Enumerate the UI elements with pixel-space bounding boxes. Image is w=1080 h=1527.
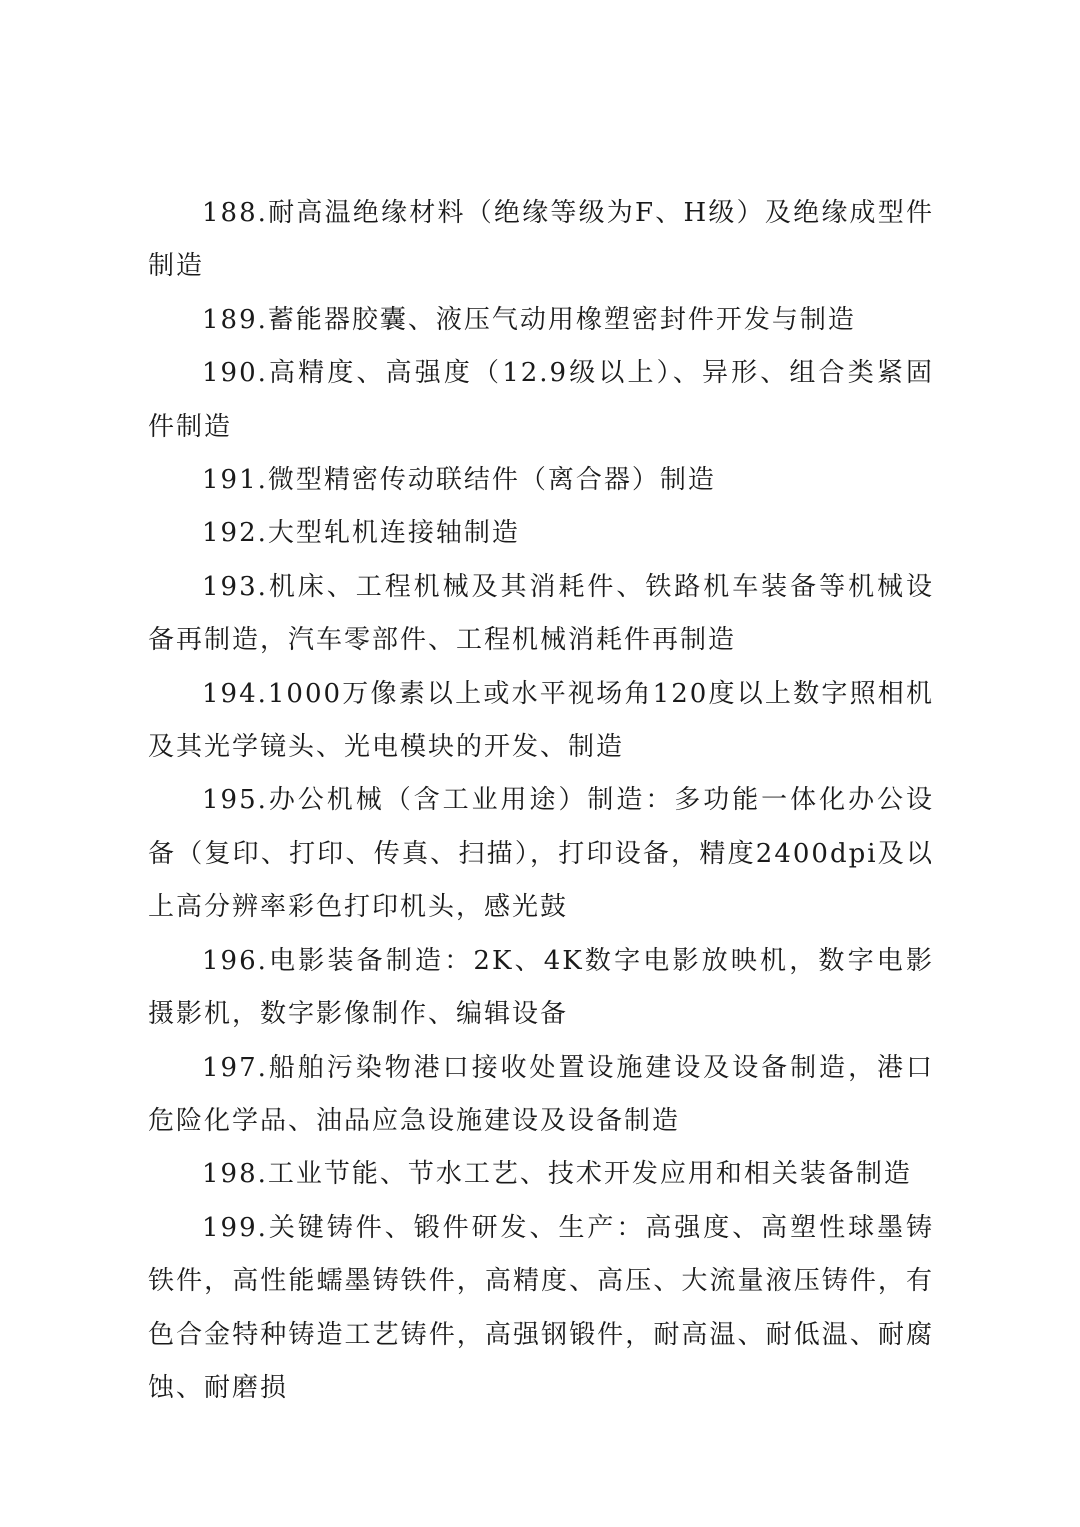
list-item-189: 189.蓄能器胶囊、液压气动用橡塑密封件开发与制造 bbox=[202, 304, 856, 335]
list-item-190: 190.高精度、高强度（12.9级以上）、异形、组合类紧固件制造 bbox=[148, 358, 934, 442]
list-item-199: 199.关键铸件、锻件研发、生产：高强度、高塑性球墨铸铁件，高性能蠕墨铸铁件，高精度、高压、大流量液压铸件，有色合金特种铸造工艺铸件，高强钢锻件，耐高温、耐低温、耐腐蚀、耐磨损 bbox=[148, 1212, 934, 1403]
list-item-192: 192.大型轧机连接轴制造 bbox=[202, 518, 520, 549]
list-item-188: 188.耐高温绝缘材料（绝缘等级为F、H级）及绝缘成型件制造 bbox=[148, 198, 934, 282]
list-item-198: 198.工业节能、节水工艺、技术开发应用和相关装备制造 bbox=[202, 1159, 912, 1190]
list-item-194: 194.1000万像素以上或水平视场角120度以上数字照相机及其光学镜头、光电模块的开发、制造 bbox=[148, 678, 934, 763]
list-item-193: 193.机床、工程机械及其消耗件、铁路机车装备等机械设备再制造，汽车零部件、工程机械消耗件再制造 bbox=[148, 571, 934, 656]
list-item-197: 197.船舶污染物港口接收处置设施建设及设备制造，港口危险化学品、油品应急设施建设及设备制造 bbox=[148, 1052, 934, 1136]
list-item-195: 195.办公机械（含工业用途）制造：多功能一体化办公设备（复印、打印、传真、扫描），打印设备，精度2400dpi及以上高分辨率彩色打印机头，感光鼓 bbox=[148, 785, 934, 923]
document-body bbox=[148, 187, 934, 1415]
list-item-191: 191.微型精密传动联结件（离合器）制造 bbox=[202, 465, 716, 496]
list-item-196: 196.电影装备制造：2K、4K数字电影放映机，数字电影摄影机，数字影像制作、编辑设备 bbox=[148, 945, 934, 1030]
